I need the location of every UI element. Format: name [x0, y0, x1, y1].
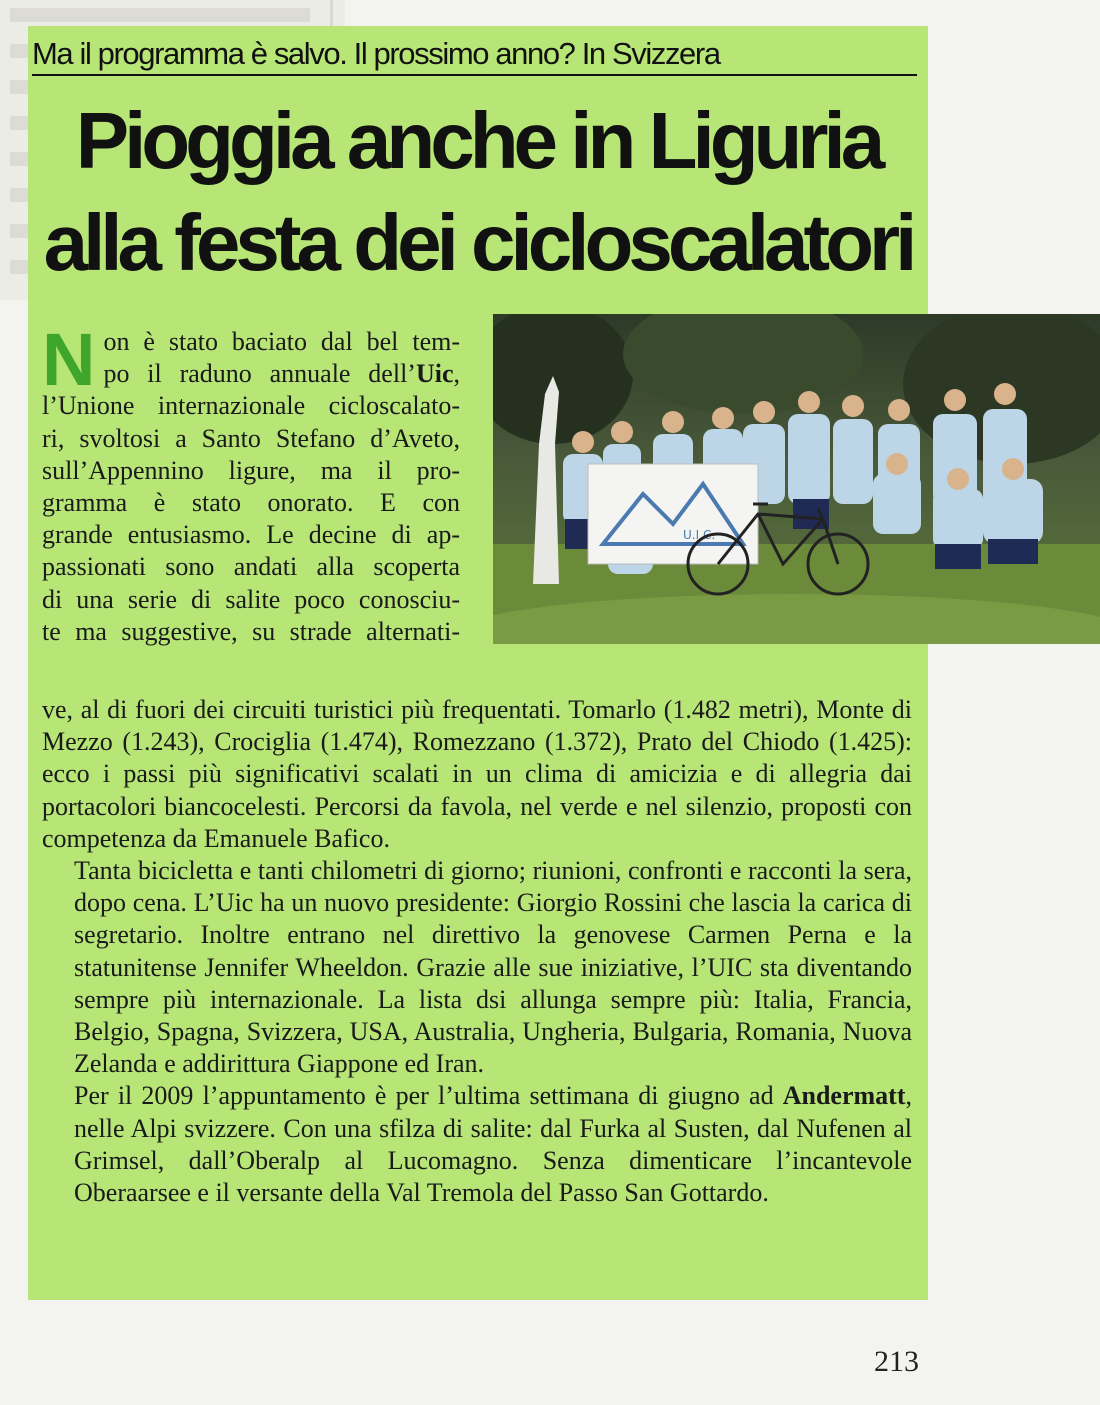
body-line: passionati sono andati alla scoperta — [42, 552, 460, 582]
body-line: di una serie di salite poco conosciu- — [42, 584, 460, 614]
page-number: 213 — [874, 1345, 919, 1378]
group-photo — [493, 314, 1100, 644]
paragraph-3-end: , nelle Alpi svizzere. Con una sfilza di salite: dal Furka al Susten, dal Nufenen al Grimsel, dall’Oberalp al Lucomagno. Senza dimenticare l’incantevole Oberaarsee e il versante della Val Tremola del Passo San Gottardo. — [74, 1081, 912, 1208]
body-line-start: po il raduno annuale dell’ — [103, 359, 416, 389]
andermatt-bold: Andermatt — [782, 1081, 906, 1111]
body-line: sull’Appennino ligure, ma il pro- — [42, 455, 460, 485]
banner-text: U.I.C. — [683, 528, 716, 542]
body-intro-column — [42, 318, 460, 648]
body-main — [42, 694, 912, 1209]
body-line: te ma suggestive, su strade alternati- — [42, 616, 460, 646]
uic-comma: , — [453, 359, 460, 389]
body-line: ri, svoltosi a Santo Stefano d’Aveto, — [42, 423, 460, 453]
headline-line-2: alla festa dei cicloscalatori — [43, 198, 913, 287]
body-line — [42, 358, 460, 390]
drop-cap: N — [42, 318, 96, 401]
body-line: grande entusiasmo. Le decine di ap- — [42, 520, 460, 550]
paragraph-2: Tanta bicicletta e tanti chilometri di giorno; riunioni, confronti e racconti la sera, dopo cena. L’Uic ha un nuovo presidente: Giorgio Rossini che lascia la carica di segretario. Inoltre entrano nel direttivo la genovese Carmen Perna e la statunitense Jennifer Wheeldon. Grazie alle sue iniziative, l’UIC sta diventando sempre più internazionale. La lista dsi allunga sempre più: Italia, Francia, Belgio, Spagna, Svizzera, USA, Australia, Ungheria, Bulgaria, Romania, Nuova Zelanda e addirittura Giappone ed Iran. — [74, 856, 912, 1079]
paragraph-3-start: Per il 2009 l’appuntamento è per l’ultima settimana di giugno ad — [74, 1081, 783, 1111]
headline-line-1: Pioggia anche in Liguria — [75, 96, 881, 185]
body-line: l’Unione internazionale cicloscalato- — [42, 391, 460, 421]
paragraph-3 — [42, 1080, 912, 1209]
body-line: gramma è stato onorato. E con — [42, 488, 460, 518]
headline — [38, 90, 918, 294]
group-photo-icon — [493, 314, 1100, 644]
kicker: Ma il programma è salvo. Il prossimo anno? In Svizzera — [32, 34, 917, 76]
uic-bold: Uic — [415, 359, 454, 389]
paragraph-1-end: ve, al di fuori dei circuiti turistici più frequentati. Tomarlo (1.482 metri), Monte di Mezzo (1.243), Crociglia (1.474), Romezzano (1.372), Prato del Chiodo (1.425): ecco i passi più significativi scalati in un clima di amicizia e di allegria dai portacolori biancocelesti. Percorsi da favola, nel verde e nel silenzio, proposti con competenza da Emanuele Bafico. — [42, 695, 912, 853]
body-line: on è stato baciato dal bel tem- — [103, 327, 460, 356]
